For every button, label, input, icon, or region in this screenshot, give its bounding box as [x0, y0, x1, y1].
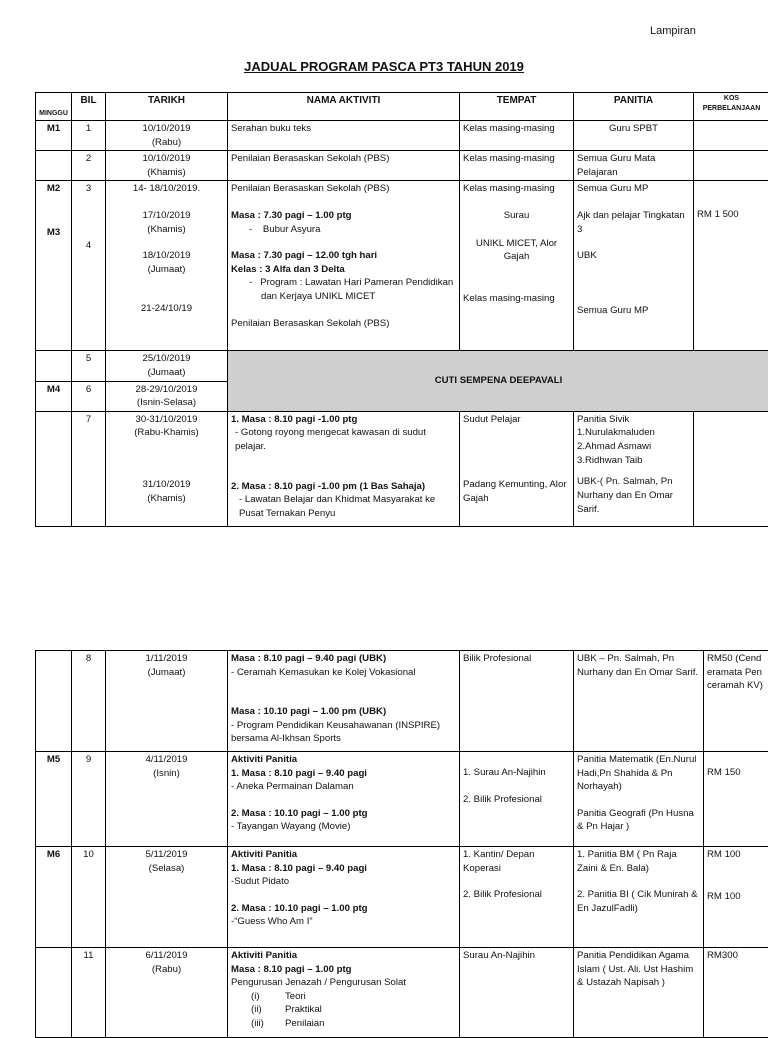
bil-cell: 5: [72, 351, 106, 381]
activity-item-text: - Aneka Permainan Dalaman: [231, 780, 456, 794]
activity-text: Penilaian Berasaskan Sekolah (PBS): [231, 182, 456, 196]
activity-heading: Aktiviti Panitia: [231, 949, 456, 963]
table-row: [36, 151, 768, 181]
tarikh-cell: [106, 381, 228, 411]
header-kos: KOS PERBELANJAAN: [694, 93, 768, 121]
day-text: (Khamis): [109, 166, 224, 180]
date-text: 14- 18/10/2019.: [109, 182, 224, 196]
committee-text: 2.Ahmad Asmawi: [577, 440, 690, 454]
venue-text: Kelas masing-masing: [463, 182, 570, 196]
activity-item-text: -Sudut Pidato: [231, 875, 456, 889]
tarikh-cell: [106, 752, 228, 847]
holiday-banner: CUTI SEMPENA DEEPAVALI: [228, 351, 768, 411]
committee-cell: [574, 181, 694, 351]
committee-text: Ajk dan pelajar Tingkatan 3: [577, 209, 690, 236]
activity-time: Masa : 10.10 pagi – 1.00 pm (UBK): [231, 705, 456, 719]
date-text: 18/10/2019: [109, 249, 224, 263]
table-row: [36, 351, 768, 381]
table-row: [36, 847, 768, 948]
cost-cell: RM300: [704, 948, 768, 1038]
list-marker: (i): [251, 990, 285, 1004]
list-text: Penilaian: [285, 1018, 324, 1029]
day-text: (Selasa): [109, 862, 224, 876]
bil-cell: 8: [72, 651, 106, 752]
committee-cell: Panitia Pendidikan Agama Islam ( Ust. Ali. Ust Hashim & Ustazah Napisah ): [574, 948, 704, 1038]
date-text: 28-29/10/2019: [109, 383, 224, 397]
venue-text: Kelas masing-masing: [463, 292, 570, 306]
committee-cell: UBK – Pn. Salmah, Pn Nurhany dan En Omar Sarif.: [574, 651, 704, 752]
date-text: 10/10/2019: [109, 152, 224, 166]
activity-time: 1. Masa : 8.10 pagi -1.00 ptg: [231, 413, 456, 427]
date-text: 30-31/10/2019: [109, 413, 224, 427]
activity-cell: Penilaian Berasaskan Sekolah (PBS): [228, 151, 460, 181]
activity-item: - Bubur Asyura: [231, 223, 456, 237]
list-item: [231, 1003, 456, 1017]
venue-cell: [460, 847, 574, 948]
bil-4: 4: [75, 239, 102, 253]
committee-text: Panitia Sivik: [577, 413, 690, 427]
activity-cell: [228, 181, 460, 351]
date-text: 25/10/2019: [109, 352, 224, 366]
activity-time: 1. Masa : 8.10 pagi – 9.40 pagi: [231, 767, 456, 781]
bil-cell: 9: [72, 752, 106, 847]
list-marker: (ii): [251, 1003, 285, 1017]
tarikh-cell: [106, 351, 228, 381]
committee-text: Semua Guru MP: [577, 304, 690, 318]
date-text: 17/10/2019: [109, 209, 224, 223]
week-cell: M5: [36, 752, 72, 847]
activity-heading: Aktiviti Panitia: [231, 753, 456, 767]
tarikh-cell: [106, 847, 228, 948]
venue-text: Sudut Pelajar: [463, 413, 570, 427]
activity-item-text: Program : Lawatan Hari Pameran Pendidikan dan Kerjaya UNIKL MICET: [260, 277, 453, 302]
week-cell: [36, 181, 72, 351]
day-text: (Khamis): [109, 223, 224, 237]
venue-cell: Kelas masing-masing: [460, 151, 574, 181]
date-text: 10/10/2019: [109, 122, 224, 136]
week-cell: [36, 948, 72, 1038]
activity-item-text: - Lawatan Belajar dan Khidmat Masyarakat ke Pusat Ternakan Penyu: [231, 493, 456, 520]
list-marker: (iii): [251, 1017, 285, 1031]
tarikh-cell: [106, 181, 228, 351]
venue-text: Padang Kemunting, Alor Gajah: [463, 478, 570, 505]
schedule-table-page-1: [35, 92, 768, 527]
day-text: (Rabu-Khamis): [109, 426, 224, 440]
tarikh-cell: [106, 411, 228, 526]
schedule-table-page-2: [35, 650, 768, 1038]
venue-cell: [460, 752, 574, 847]
week-m3: M3: [39, 226, 68, 240]
activity-cell: [228, 948, 460, 1038]
day-text: (Rabu): [109, 136, 224, 150]
day-text: (Jumaat): [109, 263, 224, 277]
header-tempat: TEMPAT: [460, 93, 574, 121]
activity-item-text: -“Guess Who Am I”: [231, 915, 456, 929]
activity-item: - Program : Lawatan Hari Pameran Pendidikan dan Kerjaya UNIKL MICET: [231, 276, 456, 303]
week-cell: [36, 151, 72, 181]
table-row: [36, 411, 768, 526]
committee-text: Panitia Matematik (En.Nurul Hadi,Pn Shahida & Pn Norhayah): [577, 753, 700, 794]
page-title: JADUAL PROGRAM PASCA PT3 TAHUN 2019: [0, 59, 768, 74]
date-text: 6/11/2019: [109, 949, 224, 963]
date-text: 31/10/2019: [109, 478, 224, 492]
header-bil: BIL: [72, 93, 106, 121]
week-cell: [36, 411, 72, 526]
cost-cell: [694, 151, 768, 181]
committee-text: UBK: [577, 249, 690, 263]
week-cell: M1: [36, 121, 72, 151]
activity-time: Masa : 8.10 pagi – 9.40 pagi (UBK): [231, 652, 456, 666]
day-text: (Isnin): [109, 767, 224, 781]
bil-cell: [72, 181, 106, 351]
activity-cell: [228, 847, 460, 948]
cost-cell: [694, 411, 768, 526]
committee-cell: [574, 847, 704, 948]
venue-text: 2. Bilik Profesional: [463, 888, 570, 902]
activity-time: Masa : 8.10 pagi – 1.00 ptg: [231, 963, 456, 977]
activity-class: Kelas : 3 Alfa dan 3 Delta: [231, 263, 456, 277]
committee-text: 1.Nurulakmaluden: [577, 426, 690, 440]
venue-cell: [460, 411, 574, 526]
bil-cell: 10: [72, 847, 106, 948]
cost-text: RM 150: [707, 766, 766, 780]
committee-cell: Guru SPBT: [574, 121, 694, 151]
day-text: (Isnin-Selasa): [109, 396, 224, 410]
cost-cell: [694, 181, 768, 351]
day-text: (Jumaat): [109, 666, 224, 680]
activity-time: Masa : 7.30 pagi – 1.00 ptg: [231, 209, 456, 223]
venue-text: 2. Bilik Profesional: [463, 793, 570, 807]
activity-item-text: - Gotong royong mengecat kawasan di sudut pelajar.: [231, 426, 456, 453]
week-m2: M2: [39, 182, 68, 196]
tarikh-cell: [106, 121, 228, 151]
date-text: 5/11/2019: [109, 848, 224, 862]
committee-text: 1. Panitia BM ( Pn Raja Zaini & En. Bala): [577, 848, 700, 875]
week-cell: M6: [36, 847, 72, 948]
activity-time: 2. Masa : 8.10 pagi -1.00 pm (1 Bas Sahaja): [231, 480, 456, 494]
cost-text: RM 1 500: [697, 208, 766, 222]
header-tarikh: TARIKH: [106, 93, 228, 121]
bil-cell: 11: [72, 948, 106, 1038]
cost-text: RM 100: [707, 848, 766, 862]
bil-cell: 2: [72, 151, 106, 181]
venue-cell: [460, 181, 574, 351]
bil-cell: 7: [72, 411, 106, 526]
venue-text: 1. Kantin/ Depan Koperasi: [463, 848, 570, 875]
list-item: [231, 990, 456, 1004]
activity-item-text: Bubur Asyura: [263, 224, 321, 235]
activity-text: Penilaian Berasaskan Sekolah (PBS): [231, 317, 456, 331]
date-text: 1/11/2019: [109, 652, 224, 666]
committee-text: 3.Ridhwan Taib: [577, 454, 690, 468]
date-text: 4/11/2019: [109, 753, 224, 767]
week-cell: M4: [36, 381, 72, 411]
activity-item-text: - Tayangan Wayang (Movie): [231, 820, 456, 834]
venue-cell: Bilik Profesional: [460, 651, 574, 752]
list-text: Teori: [285, 991, 306, 1002]
committee-cell: [574, 411, 694, 526]
day-text: (Rabu): [109, 963, 224, 977]
activity-cell: Serahan buku teks: [228, 121, 460, 151]
activity-heading: Aktiviti Panitia: [231, 848, 456, 862]
venue-text: 1. Surau An-Najihin: [463, 766, 570, 780]
cost-cell: [704, 847, 768, 948]
activity-time: 2. Masa : 10.10 pagi – 1.00 ptg: [231, 807, 456, 821]
bil-cell: 1: [72, 121, 106, 151]
venue-cell: Kelas masing-masing: [460, 121, 574, 151]
lampiran-label: Lampiran: [650, 25, 696, 37]
activity-time: 2. Masa : 10.10 pagi – 1.00 ptg: [231, 902, 456, 916]
table-header-row: [36, 93, 768, 121]
list-text: Praktikal: [285, 1004, 322, 1015]
activity-cell: [228, 651, 460, 752]
table-row: [36, 752, 768, 847]
table-row: [36, 651, 768, 752]
committee-text: Semua Guru MP: [577, 182, 690, 196]
activity-cell: [228, 411, 460, 526]
week-cell: [36, 651, 72, 752]
committee-text: UBK-( Pn. Salmah, Pn Nurhany dan En Omar Sarif.: [577, 475, 690, 516]
tarikh-cell: [106, 948, 228, 1038]
day-text: (Khamis): [109, 492, 224, 506]
cost-cell: [694, 121, 768, 151]
activity-time: 1. Masa : 8.10 pagi – 9.40 pagi: [231, 862, 456, 876]
bil-cell: 6: [72, 381, 106, 411]
cost-cell: [704, 752, 768, 847]
committee-cell: [574, 752, 704, 847]
tarikh-cell: [106, 651, 228, 752]
header-nama-aktiviti: NAMA AKTIVITI: [228, 93, 460, 121]
day-text: (Jumaat): [109, 366, 224, 380]
committee-text: 2. Panitia BI ( Cik Munirah & En JazulFadli): [577, 888, 700, 915]
table-row: [36, 181, 768, 351]
activity-item-text: - Program Pendidikan Keusahawanan (INSPIRE) bersama Al-Ikhsan Sports: [231, 719, 456, 746]
tarikh-cell: [106, 151, 228, 181]
committee-text: Panitia Geografi (Pn Husna & Pn Hajar ): [577, 807, 700, 834]
venue-cell: Surau An-Najihin: [460, 948, 574, 1038]
cost-text: RM 100: [707, 890, 766, 904]
table-row: [36, 948, 768, 1038]
activity-item-text: Pengurusan Jenazah / Pengurusan Solat: [231, 976, 456, 990]
date-text: 21-24/10/19: [109, 302, 224, 316]
venue-text: Surau: [463, 209, 570, 223]
activity-item-text: - Ceramah Kemasukan ke Kolej Vokasional: [231, 666, 456, 680]
week-cell: [36, 351, 72, 381]
header-minggu: MINGGU: [36, 93, 72, 121]
bil-3: 3: [75, 182, 102, 196]
activity-time: Masa : 7.30 pagi – 12.00 tgh hari: [231, 249, 456, 263]
committee-cell: Semua Guru Mata Pelajaran: [574, 151, 694, 181]
activity-cell: [228, 752, 460, 847]
table-row: [36, 121, 768, 151]
venue-text: UNIKL MICET, Alor Gajah: [463, 237, 570, 264]
header-panitia: PANITIA: [574, 93, 694, 121]
cost-cell: RM50 (Cenderamata Penceramah KV): [704, 651, 768, 752]
